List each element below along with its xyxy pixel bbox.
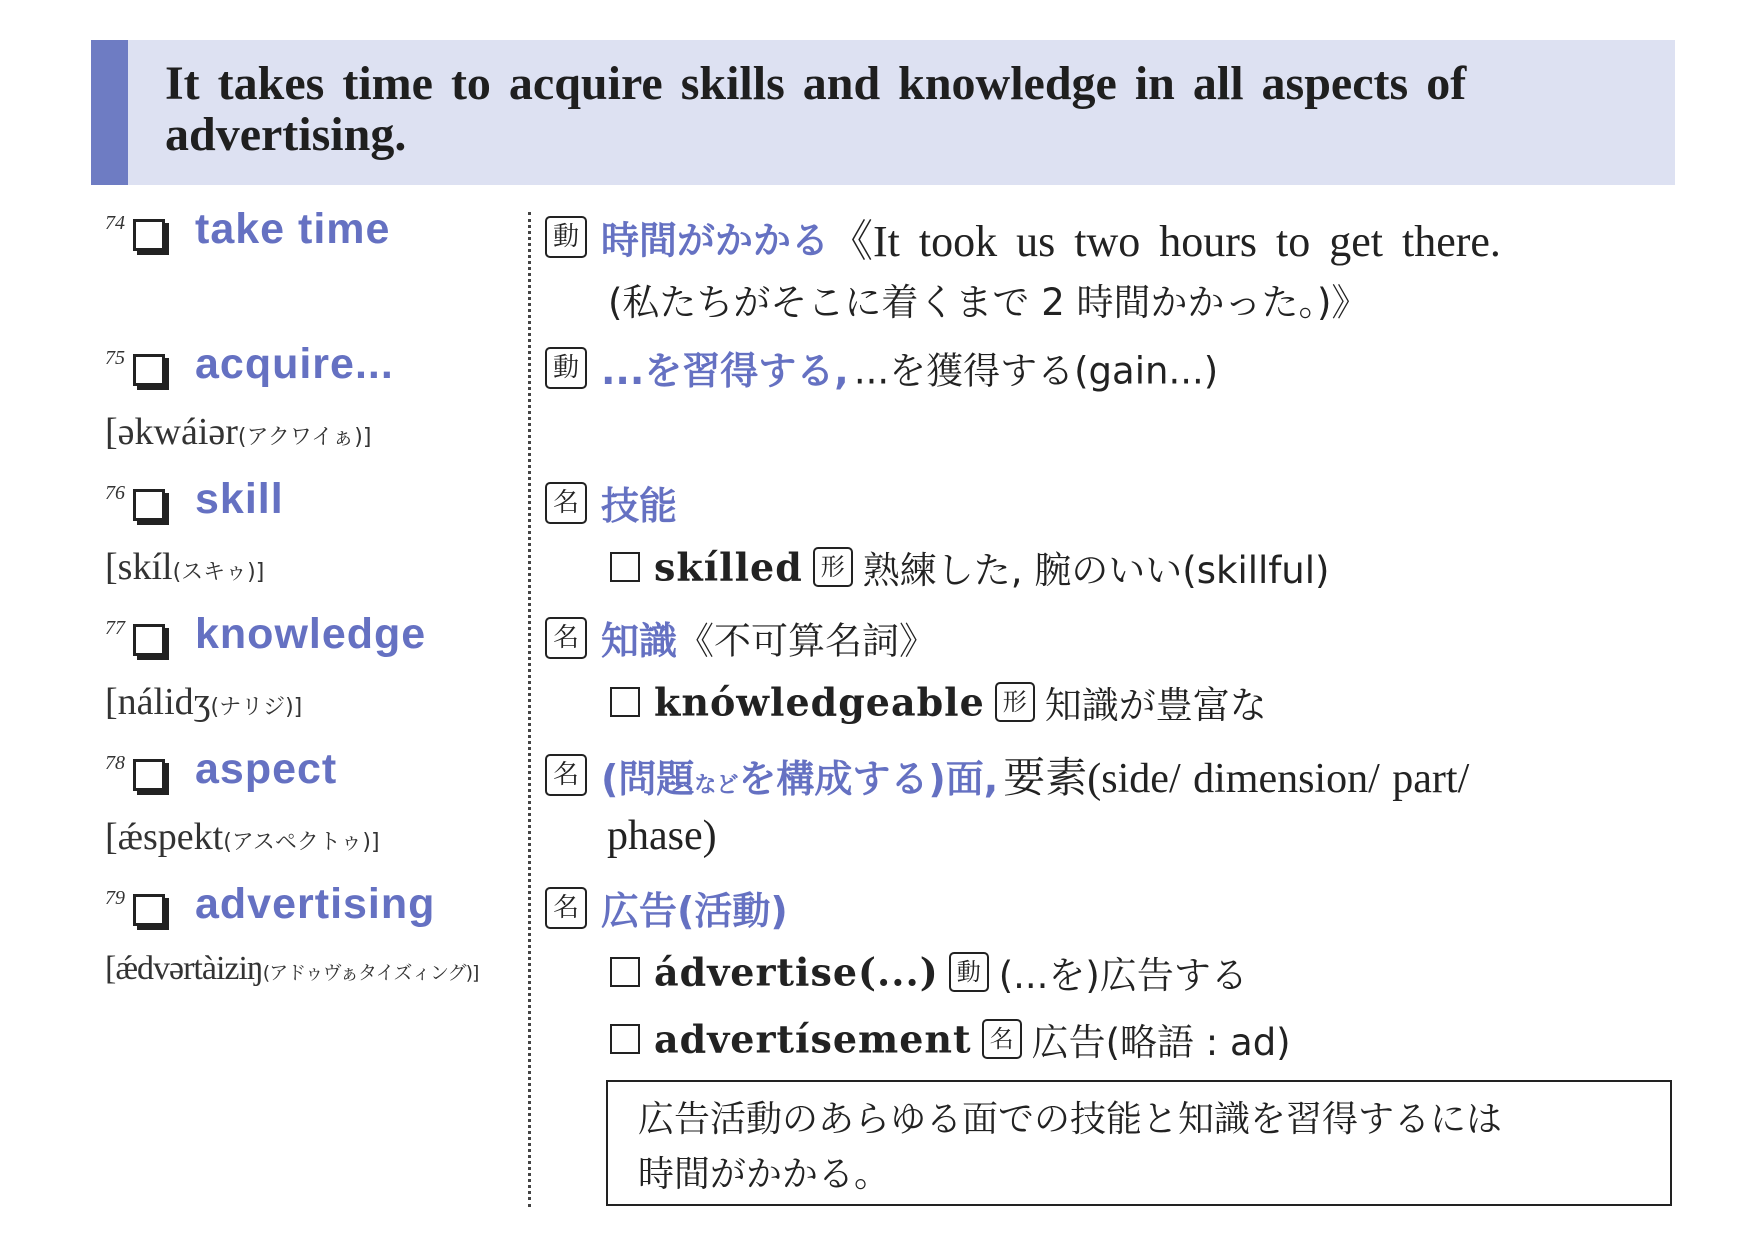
checkbox[interactable] [610,957,640,987]
checkbox[interactable] [610,552,640,582]
entry-number: 75 [105,347,125,369]
meaning-79 [545,880,788,935]
derivative-meaning: (...を)広告する [998,954,1248,997]
derivative-word: knówledgeable [654,679,985,725]
derivative-meaning: 広告(略語 : ad) [1031,1021,1291,1064]
checkbox[interactable] [133,489,165,521]
derivative-advertisement [610,1012,1291,1066]
example-jp: (私たちがそこに着くまで 2 時間かかった。)》 [608,281,1369,324]
headword: aspect [195,745,338,793]
column-divider [528,212,531,1207]
pos-badge: 名 [545,887,587,929]
checkbox[interactable] [133,624,165,656]
pronunciation: [ǽdvərtàiziŋ(アドゥヴぁタイズィング)] [105,950,479,987]
entry-number: 77 [105,617,125,639]
pos-badge: 形 [813,547,853,587]
checkbox[interactable] [610,687,640,717]
headword: take time [195,205,391,253]
meaning-75 [545,340,1218,395]
pos-badge: 名 [545,617,587,659]
derivative-word: ádvertise(...) [654,949,939,995]
translation-line-1: 広告活動のあらゆる面での技能と知識を習得するには [638,1099,1503,1140]
checkbox[interactable] [133,354,165,386]
meaning-extra: 要素(side/ dimension/ part/ [1003,756,1470,802]
meaning: 広告(活動) [601,889,788,933]
translation-box [606,1080,1672,1206]
entry-number: 74 [105,212,125,234]
meaning: 知識 [601,619,678,663]
derivative-knowledgeable [610,675,1267,729]
meaning-76 [545,475,677,530]
meaning-extra-cont: phase) [607,813,717,859]
pos-badge: 名 [982,1019,1022,1059]
derivative-meaning: 熟練した, 腕のいい(skillful) [862,549,1330,592]
pos-badge: 形 [995,682,1035,722]
pronunciation: [ǽspekt(アスペクトゥ)] [105,816,380,858]
checkbox[interactable] [133,894,165,926]
meaning: ...を習得する, [601,349,849,393]
meaning: 時間がかかる [601,218,830,263]
headword: knowledge [195,610,427,658]
example-jp-74 [608,272,1368,326]
derivative-advertise [610,945,1248,999]
entry-number: 79 [105,887,125,909]
headword: advertising [195,880,436,928]
meaning: (問題などを構成する)面, [601,756,999,801]
derivative-word: skílled [654,544,803,590]
meaning-extra: 《不可算名詞》 [677,619,937,663]
translation-text [638,1092,1638,1202]
pos-badge: 動 [949,952,989,992]
meaning-78 [545,745,1469,805]
checkbox[interactable] [133,759,165,791]
entry-number: 76 [105,482,125,504]
meaning-77 [545,610,936,665]
headword: skill [195,475,284,523]
pos-badge: 動 [545,347,587,389]
entry-number: 78 [105,752,125,774]
checkbox[interactable] [610,1024,640,1054]
meaning-78-cont [607,812,717,860]
pos-badge: 名 [545,754,587,796]
header-accent-bar [91,40,128,185]
example-en: 《It took us two hours to get there. [829,217,1501,266]
pronunciation: [nálidʒ(ナリジ)] [105,681,303,723]
checkbox[interactable] [133,219,165,251]
header-banner [91,40,1675,185]
derivative-word: advertísement [654,1016,972,1062]
derivative-meaning: 知識が豊富な [1044,684,1267,727]
header-sentence: It takes time to acquire skills and knowledge in all aspects of advertising. [165,57,1467,161]
translation-line-2: 時間がかかる。 [638,1154,891,1195]
pos-badge: 名 [545,482,587,524]
pos-badge: 動 [545,216,587,258]
meaning: 技能 [601,484,678,528]
pronunciation: [skíl(スキゥ)] [105,546,265,588]
pronunciation: [əkwáiər(アクワイぁ)] [105,411,372,453]
derivative-skilled [610,540,1329,594]
meaning-extra: ...を獲得する(gain...) [853,349,1219,393]
headword: acquire... [195,340,394,388]
meaning-74 [545,205,1501,269]
